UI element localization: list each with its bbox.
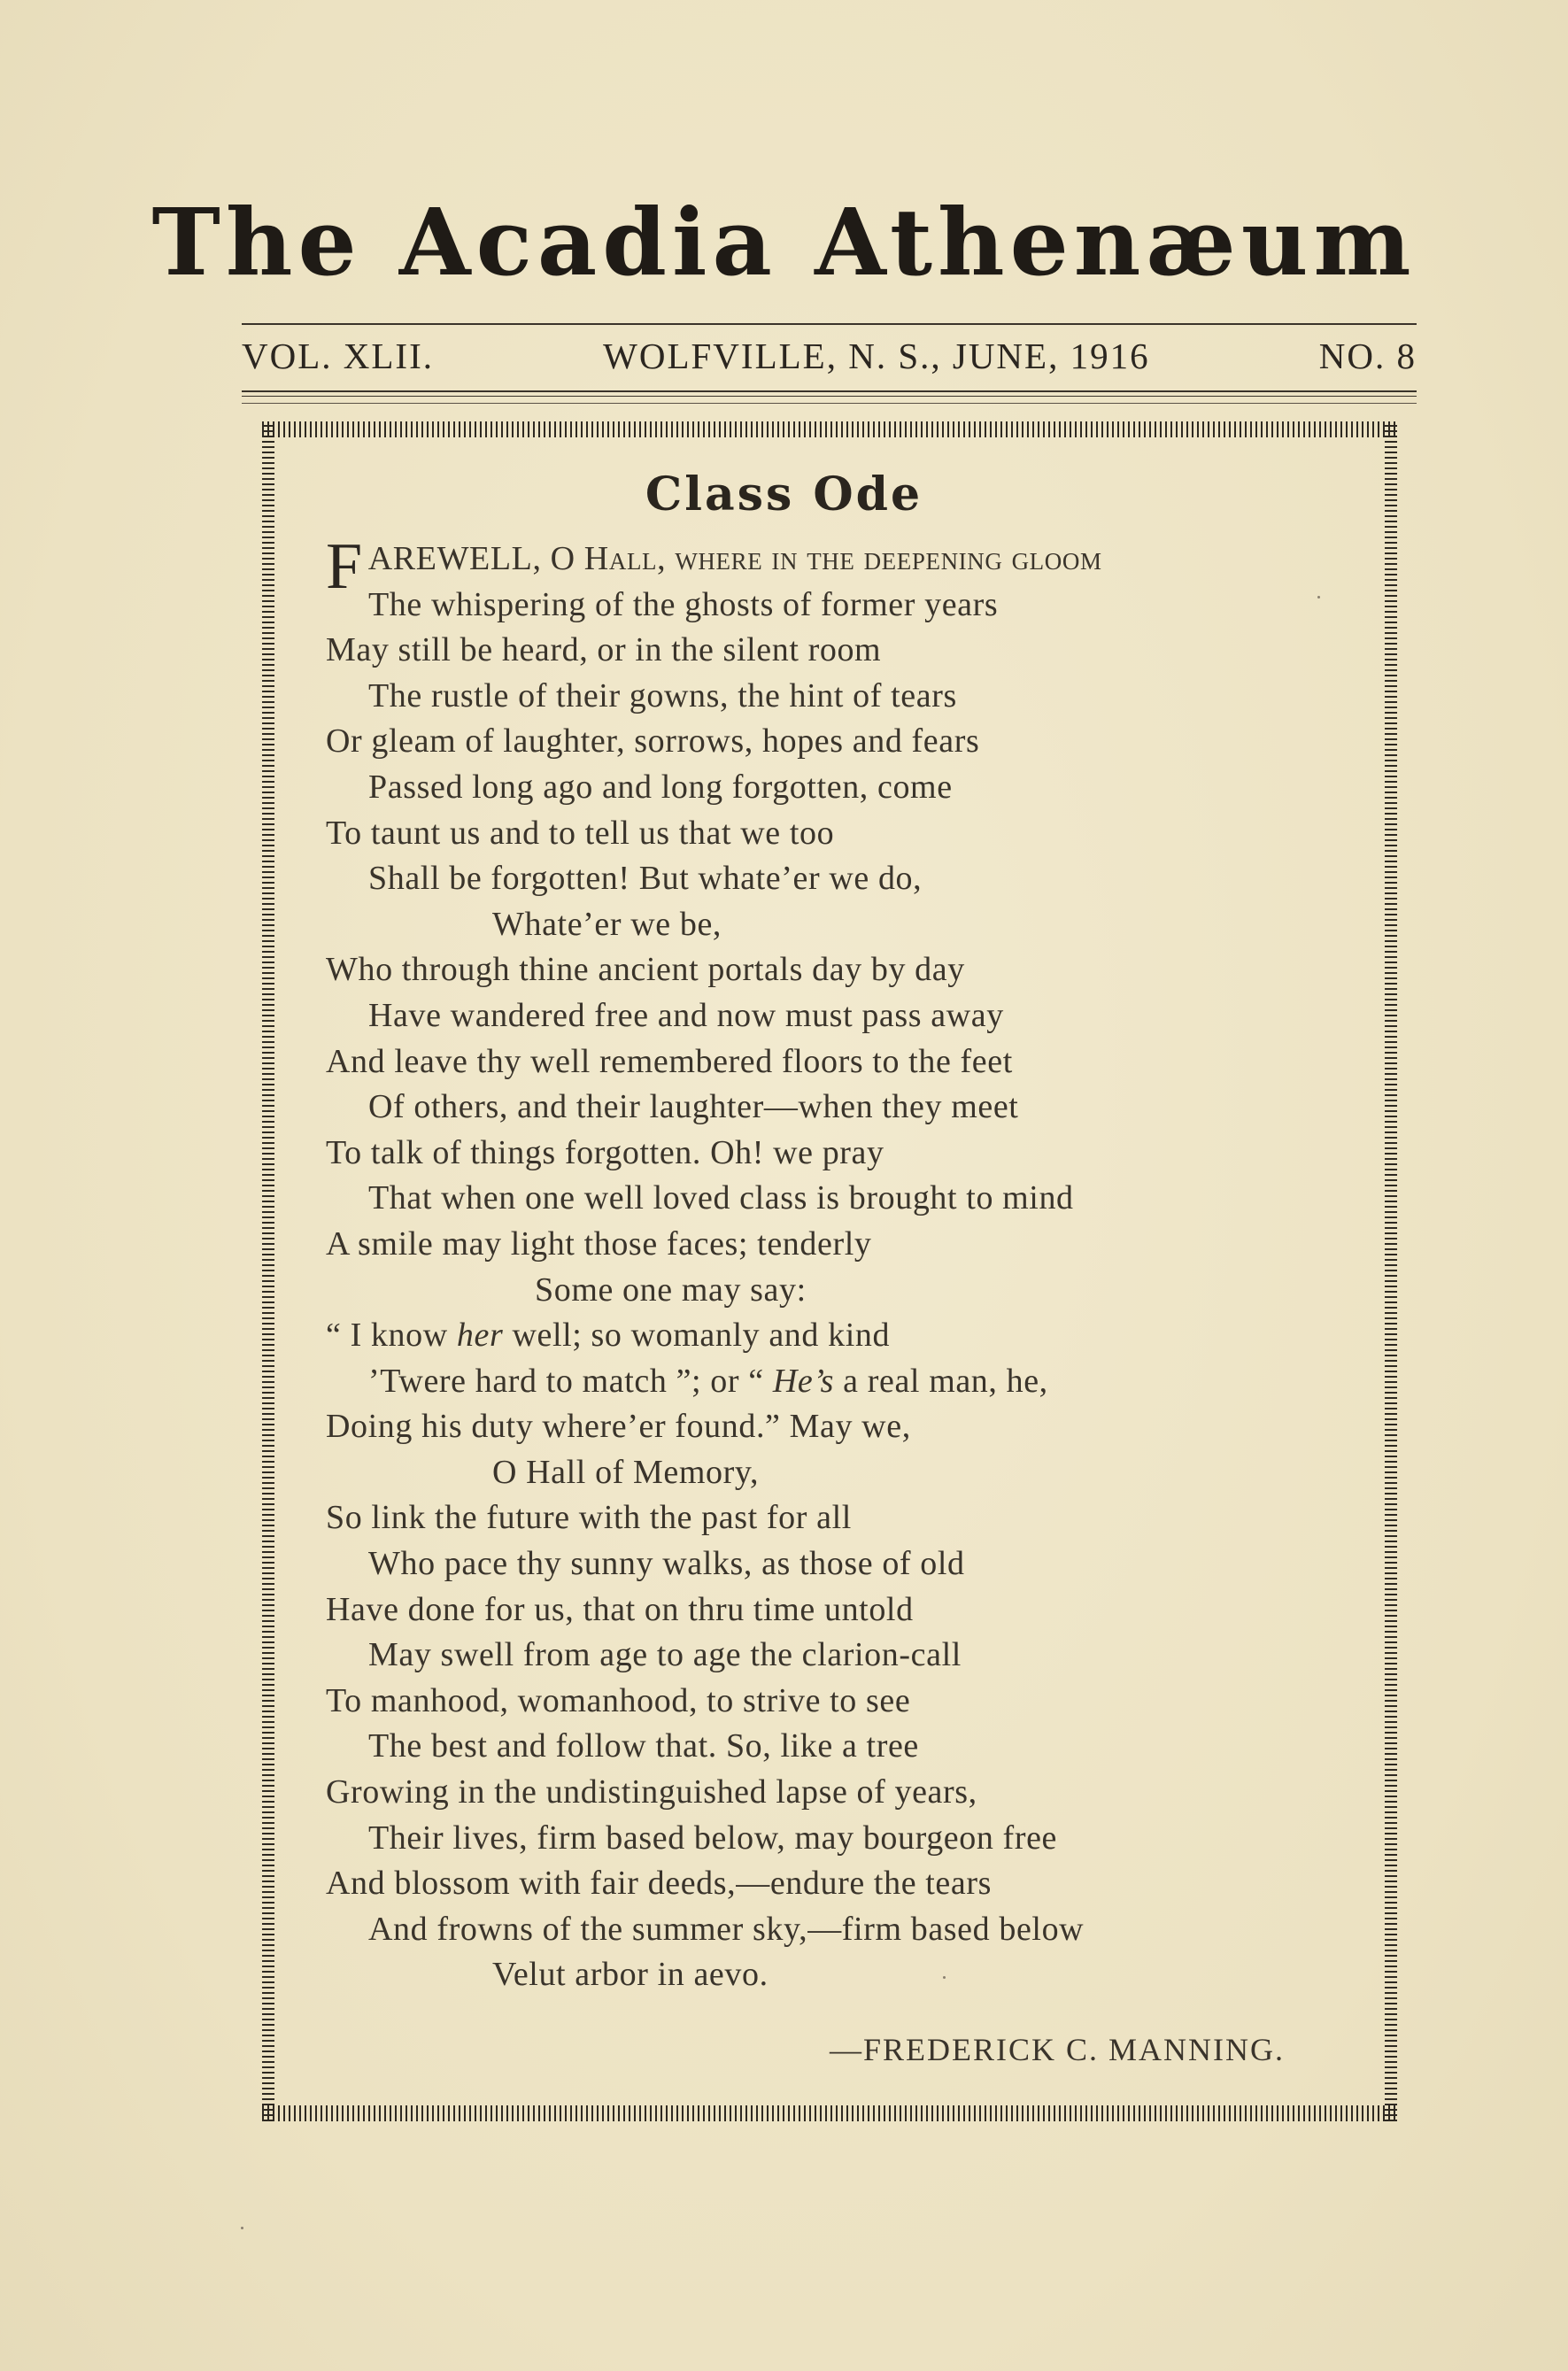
poem-line: Who through thine ancient portals day by day: [326, 951, 965, 989]
poem-signature: —FREDERICK C. MANNING.: [829, 2032, 1285, 2067]
poem-line: Who pace thy sunny walks, as those of old: [368, 1545, 965, 1583]
poem-line: To taunt us and to tell us that we too: [326, 814, 835, 852]
poem-line: May still be heard, or in the silent room: [326, 631, 882, 669]
place-date-label: WOLFVILLE, N. S., JUNE, 1916: [603, 336, 1150, 376]
poem-line: The rustle of their gowns, the hint of tears: [368, 676, 957, 714]
poem-line: Growing in the undistinguished lapse of years,: [326, 1773, 977, 1811]
poem-line: The whispering of the ghosts of former years: [368, 585, 999, 623]
poem-line: Have wandered free and now must pass away: [368, 996, 1004, 1034]
poem-title: Class Ode: [645, 467, 923, 521]
poem-line: So link the future with the past for all: [326, 1499, 852, 1537]
drop-cap: F: [326, 530, 363, 603]
paper-speck: [943, 1976, 946, 1979]
border-bottom: [262, 2105, 1397, 2121]
border-left: [262, 421, 274, 2121]
poem-line: May swell from age to age the clarion-call: [368, 1636, 962, 1674]
poem-line: And frowns of the summer sky,—firm based below: [368, 1910, 1085, 1948]
volume-label: VOL. XLII.: [242, 336, 434, 376]
quote-1-pre: “ I know: [326, 1317, 457, 1355]
poem-lines-a: [326, 583, 1344, 1314]
poem-line: And leave thy well remembered floors to the feet: [326, 1042, 1013, 1080]
border-top: [262, 421, 1397, 437]
poem-line: To manhood, womanhood, to strive to see: [326, 1681, 911, 1719]
poem-body: [326, 530, 1344, 1998]
poem-line-quote-1: [326, 1313, 1344, 1359]
poem-line: Whate’er we be,: [492, 905, 722, 943]
quote-2-post: a real man, he,: [834, 1362, 1048, 1400]
poem-line: Shall be forgotten! But whate’er we do,: [368, 860, 923, 898]
poem-line: Have done for us, that on thru time untold: [326, 1590, 914, 1628]
poem-line: That when one well loved class is brought to mind: [368, 1179, 1074, 1217]
issue-number-label: NO. 8: [1318, 336, 1417, 376]
quote-1-em: her: [456, 1317, 504, 1355]
masthead-rule-double: [242, 390, 1417, 397]
poem-line: O Hall of Memory,: [492, 1453, 760, 1491]
poem-line: Or gleam of laughter, sorrows, hopes and fears: [326, 722, 980, 761]
quote-2-em: He’s: [772, 1362, 835, 1400]
poem-line-quote-2: [326, 1359, 1344, 1405]
masthead-rule-thin: [242, 403, 1417, 404]
first-line-text: AREWELL, O Hall, where in the deepening gloom: [367, 540, 1102, 577]
journal-title: The Acadia Athenæum: [151, 188, 1417, 297]
poem-line: Their lives, firm based below, may bourgeon free: [368, 1819, 1058, 1857]
poem-first-line: [326, 530, 1344, 603]
poem-line: To talk of things forgotten. Oh! we pray: [326, 1133, 884, 1171]
masthead-rule-top: [242, 323, 1417, 325]
poem-line: The best and follow that. So, like a tree: [368, 1727, 919, 1765]
poem-line: Passed long ago and long forgotten, come: [368, 768, 953, 806]
poem-line: And blossom with fair deeds,—endure the tears: [326, 1865, 992, 1903]
poem-line: Doing his duty where’er found.” May we,: [326, 1408, 911, 1446]
poem-line: Velut arbor in aevo.: [492, 1956, 769, 1994]
paper-speck: [241, 2227, 243, 2229]
poem-line: Some one may say:: [535, 1270, 807, 1309]
quote-2-pre: ’Twere hard to match ”; or “: [368, 1362, 773, 1400]
border-right: [1385, 421, 1397, 2121]
issue-line: [242, 335, 1417, 377]
quote-1-post: well; so womanly and kind: [503, 1317, 891, 1355]
poem-lines-b: [326, 1404, 1344, 1998]
poem-line: A smile may light those faces; tenderly: [326, 1224, 872, 1263]
poem-line: Of others, and their laughter—when they meet: [368, 1088, 1019, 1126]
paper-speck: [1317, 596, 1320, 599]
